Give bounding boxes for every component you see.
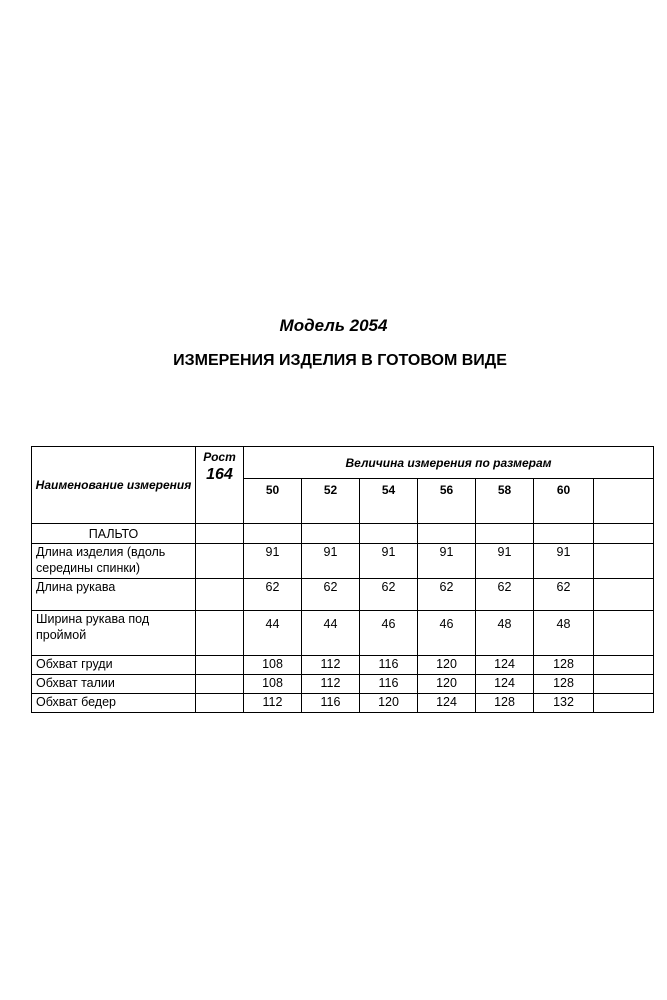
size-cell: 56 [418, 479, 476, 524]
value-cell: 91 [476, 544, 534, 579]
empty-cell [244, 524, 302, 544]
table-row [32, 579, 654, 611]
empty-cell [360, 524, 418, 544]
value-cell: 62 [476, 579, 534, 611]
value-cell: 108 [244, 656, 302, 675]
value-cell: 62 [418, 579, 476, 611]
value-cell: 124 [476, 656, 534, 675]
value-cell: 124 [476, 675, 534, 694]
value-cell: 120 [418, 675, 476, 694]
empty-cell [196, 656, 244, 675]
value-cell: 46 [360, 611, 418, 656]
value-cell: 112 [302, 675, 360, 694]
value-cell: 132 [534, 694, 594, 713]
size-cell: 50 [244, 479, 302, 524]
empty-cell [534, 524, 594, 544]
value-cell: 120 [418, 656, 476, 675]
value-cell: 91 [418, 544, 476, 579]
empty-cell [418, 524, 476, 544]
table-row [32, 675, 654, 694]
size-cell [594, 479, 654, 524]
value-cell: 48 [476, 611, 534, 656]
value-cell: 91 [534, 544, 594, 579]
value-cell: 48 [534, 611, 594, 656]
value-cell [594, 544, 654, 579]
section-row [32, 524, 654, 544]
name-header: Наименование измерения [32, 447, 196, 524]
height-header [196, 447, 244, 524]
empty-cell [196, 579, 244, 611]
table-row [32, 611, 654, 656]
document-title: ИЗМЕРЕНИЯ ИЗДЕЛИЯ В ГОТОВОМ ВИДЕ [173, 352, 507, 369]
row-name: Длина изделия (вдоль середины спинки) [32, 544, 196, 579]
value-cell: 112 [302, 656, 360, 675]
empty-cell [196, 675, 244, 694]
header-row [32, 447, 654, 479]
empty-cell [302, 524, 360, 544]
value-cell: 128 [476, 694, 534, 713]
value-cell: 46 [418, 611, 476, 656]
size-cell: 54 [360, 479, 418, 524]
value-cell: 124 [418, 694, 476, 713]
value-cell: 62 [302, 579, 360, 611]
value-cell: 91 [360, 544, 418, 579]
value-cell: 44 [244, 611, 302, 656]
row-name: Обхват талии [32, 675, 196, 694]
empty-cell [594, 524, 654, 544]
height-label: Рост [203, 450, 236, 464]
value-cell: 108 [244, 675, 302, 694]
value-cell: 112 [244, 694, 302, 713]
height-value: 164 [206, 466, 233, 483]
value-cell: 44 [302, 611, 360, 656]
value-cell: 116 [360, 656, 418, 675]
size-cell: 60 [534, 479, 594, 524]
empty-cell [196, 611, 244, 656]
value-cell: 62 [360, 579, 418, 611]
empty-cell [196, 524, 244, 544]
value-cell [594, 675, 654, 694]
row-name: Обхват бедер [32, 694, 196, 713]
value-cell [594, 694, 654, 713]
empty-cell [196, 694, 244, 713]
value-cell: 128 [534, 675, 594, 694]
table-row [32, 544, 654, 579]
sizes-header: Величина измерения по размерам [244, 447, 654, 479]
section-label: ПАЛЬТО [32, 524, 196, 544]
value-cell: 91 [244, 544, 302, 579]
value-cell [594, 611, 654, 656]
empty-cell [476, 524, 534, 544]
measurements-table [31, 446, 654, 713]
row-name: Длина рукава [32, 579, 196, 611]
size-cell: 58 [476, 479, 534, 524]
table-row [32, 694, 654, 713]
value-cell: 116 [302, 694, 360, 713]
empty-cell [196, 544, 244, 579]
value-cell: 116 [360, 675, 418, 694]
size-cell: 52 [302, 479, 360, 524]
value-cell: 128 [534, 656, 594, 675]
row-name: Обхват груди [32, 656, 196, 675]
value-cell: 91 [302, 544, 360, 579]
table-row [32, 656, 654, 675]
value-cell [594, 656, 654, 675]
value-cell [594, 579, 654, 611]
value-cell: 120 [360, 694, 418, 713]
value-cell: 62 [244, 579, 302, 611]
value-cell: 62 [534, 579, 594, 611]
row-name: Ширина рукава под проймой [32, 611, 196, 656]
model-title: Модель 2054 [279, 316, 388, 335]
